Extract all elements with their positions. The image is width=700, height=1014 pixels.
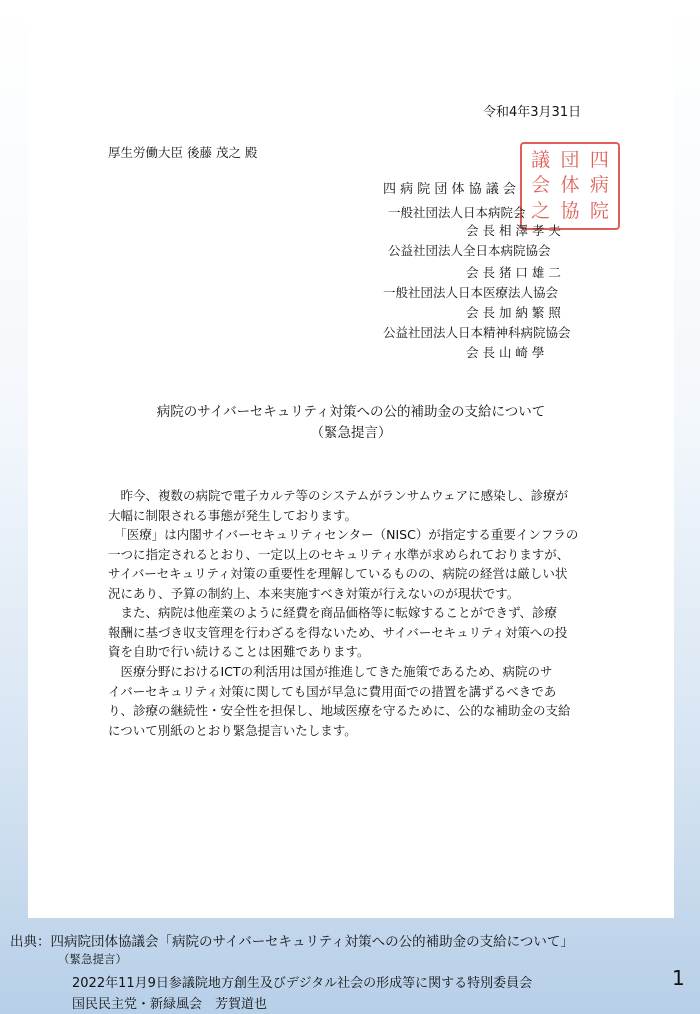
sender-president-1: 会 長 相 澤 孝 夫: [466, 223, 561, 238]
sender-president-3: 会 長 加 納 繁 照: [466, 305, 561, 320]
seal-glyph: 議: [531, 149, 551, 171]
paragraph-line: 資を自助で行い続けることは困難であります。: [108, 644, 370, 659]
page-number: 1: [672, 966, 685, 990]
sender-president-2: 会 長 猪 口 雄 二: [466, 265, 561, 280]
seal-glyph: 体: [560, 174, 580, 197]
paragraph-line: 況にあり、予算の制約上、本来実施すべき対策が行えないのが現状です。: [108, 585, 520, 601]
paragraph-line: イバーセキュリティ対策に関しても国が早急に費用面での措置を講ずるべきであ: [108, 683, 557, 699]
sender-org-3: 一般社団法人日本医療法人協会: [383, 285, 559, 300]
sender-president-4: 会 長 山 崎 學: [466, 345, 545, 360]
paragraph-line: 医療分野におけるICTの利活用は国が推進してきた施策であるため、病院のサ: [108, 664, 553, 679]
sender-org-4: 公益社団法人日本精神科病院協会: [383, 325, 571, 340]
paragraph-line: 昨今、複数の病院で電子カルテ等のシステムがランサムウェアに感染し、診療が: [108, 488, 569, 503]
paragraph-line: 一つに指定されるとおり、一定以上のセキュリティ水準が求められておりますが、: [108, 546, 570, 562]
paragraph-2: [108, 525, 618, 603]
paragraph-line: サイバーセキュリティ対策の重要性を理解しているものの、病院の経営は厳しい状: [108, 566, 568, 581]
seal-glyph: 四: [589, 149, 609, 171]
seal-glyph: 之: [531, 199, 551, 222]
committee-info: 2022年11月9日参議院地方創生及びデジタル社会の形成等に関する特別委員会: [72, 976, 533, 991]
paragraph-line: また、病院は他産業のように経費を商品価格等に転嫁することができず、診療: [108, 605, 558, 620]
source-citation-sub: （緊急提言）: [58, 952, 127, 966]
letter-title: 病院のサイバーセキュリティ対策への公的補助金の支給について: [156, 404, 546, 420]
paragraph-line: り、診療の継続性・安全性を担保し、地域医療を守るために、公的な補助金の支給: [108, 703, 571, 718]
letter-date: 令和4年3月31日: [483, 105, 582, 120]
source-citation: 出典：四病院団体協議会「病院のサイバーセキュリティ対策への公的補助金の支給について」: [10, 934, 574, 950]
seal-glyph: 病: [589, 174, 609, 197]
letter-page: [28, 0, 674, 918]
paragraph-line: 大幅に制限される事態が発生しております。: [108, 507, 358, 523]
paragraph-line: について別紙のとおり緊急提言いたします。: [108, 722, 357, 738]
addressee: 厚生労働大臣 後藤 茂之 殿: [108, 145, 258, 160]
seal-glyph: 団: [560, 149, 580, 171]
paragraph-line: 報酬に基づき収支管理を行わざるを得ないため、サイバーセキュリティ対策への投: [108, 624, 568, 640]
organization-seal: [520, 142, 620, 230]
sender-council: 四 病 院 団 体 協 議 会: [383, 182, 516, 197]
paragraph-1: [108, 486, 618, 525]
paragraph-3: [108, 603, 618, 662]
sender-org-2: 公益社団法人全日本病院協会: [388, 243, 551, 258]
sender-org-1: 一般社団法人日本病院会: [388, 205, 526, 220]
seal-glyph: 会: [531, 174, 551, 197]
paragraph-line: 「医療」は内閣サイバーセキュリティセンター（NISC）が指定する重要インフラの: [108, 527, 579, 542]
seal-glyph: 院: [589, 199, 609, 222]
seal-glyphs: [526, 148, 614, 224]
letter-subtitle: （緊急提言）: [310, 425, 392, 441]
seal-glyph: 協: [560, 199, 580, 222]
paragraph-4: [108, 662, 618, 740]
speaker-info: 国民民主党・新緑風会 芳賀道也: [72, 997, 268, 1012]
